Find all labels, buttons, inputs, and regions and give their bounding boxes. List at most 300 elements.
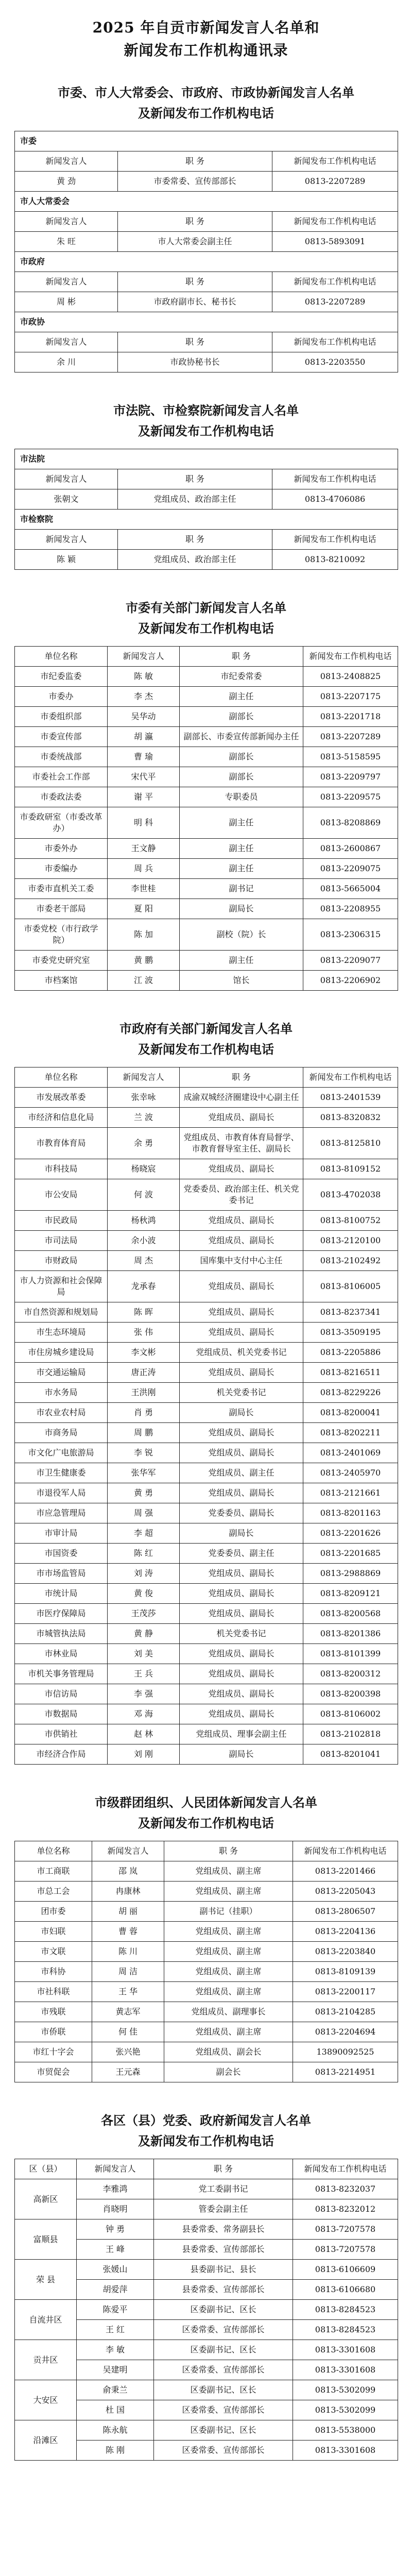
position: 馆长: [180, 971, 303, 991]
unit-name: 市贸促会: [15, 2062, 92, 2082]
table-row: [15, 550, 398, 570]
spokesperson-name: 王元森: [92, 2062, 164, 2082]
spokesperson-name: 张朝文: [15, 489, 118, 510]
table-row: [15, 1684, 398, 1704]
phone-number: 0813-2102818: [303, 1724, 398, 1744]
position: 党组成员、副局长: [180, 1363, 303, 1383]
position: 管委会副主任: [154, 2199, 293, 2219]
phone-number: 0813-2209075: [303, 859, 398, 879]
position: 副主任: [180, 859, 303, 879]
unit-name: 市委党校（市行政学院）: [15, 919, 108, 951]
position: 党组成员、副局长: [180, 1159, 303, 1179]
unit-name: 市农业农村局: [15, 1403, 108, 1423]
spokesperson-name: 李雅鸿: [77, 2179, 154, 2199]
spokesperson-name: 明 科: [108, 807, 180, 839]
group-row: [15, 192, 398, 212]
position: 党组成员、副局长: [180, 1704, 303, 1724]
position: 党组成员、政治部主任: [118, 550, 272, 570]
phone-number: 0813-8320832: [303, 1108, 398, 1128]
table-row: [15, 899, 398, 919]
table-row: [15, 1724, 398, 1744]
unit-name: 市委组织部: [15, 707, 108, 727]
phone-number: 0813-6106680: [293, 2280, 398, 2300]
spokesperson-name: 张兴艳: [92, 2042, 164, 2062]
spokesperson-name: 江 波: [108, 971, 180, 991]
unit-name: 市委编办: [15, 859, 108, 879]
column-header: 职 务: [118, 469, 272, 489]
phone-number: 0813-2306315: [303, 919, 398, 951]
spokesperson-name: 刘 美: [108, 1644, 180, 1664]
table-row: [15, 2380, 398, 2400]
spokesperson-name: 周 杰: [108, 1251, 180, 1271]
spokesperson-name: 曹 瑜: [108, 747, 180, 767]
table-row: [15, 1942, 398, 1962]
column-header: 职 务: [180, 647, 303, 667]
position: 党组成员、副局长: [180, 1323, 303, 1343]
unit-name: 市委政法委: [15, 787, 108, 807]
position: 副部长、市委宣传部新闻办主任: [180, 727, 303, 747]
phone-number: 0813-8106002: [303, 1704, 398, 1724]
spokesperson-name: 黄 鹏: [108, 951, 180, 971]
unit-name: 市审计局: [15, 1523, 108, 1544]
position: 党组成员、副主任: [180, 1463, 303, 1483]
unit-name: 市信访局: [15, 1684, 108, 1704]
spokesperson-name: 张幸咏: [108, 1088, 180, 1108]
position: 党组成员、副局长: [180, 1664, 303, 1684]
header-row: [15, 1841, 398, 1861]
phone-number: 0813-8237341: [303, 1302, 398, 1323]
spokesperson-name: 陈爱平: [77, 2300, 154, 2320]
phone-number: 0813-8209121: [303, 1584, 398, 1604]
position: 副局长: [180, 1744, 303, 1765]
table-row: [15, 1744, 398, 1765]
table-row: [15, 687, 398, 707]
column-header: 新闻发布工作机构电话: [303, 1067, 398, 1088]
position: 党组成员、副主席: [164, 1942, 293, 1962]
table-row: [15, 1128, 398, 1159]
section-title: [14, 598, 398, 639]
table-row: [15, 489, 398, 510]
document-title-line1: 2025 年自贡市新闻发言人名单和: [92, 19, 320, 36]
position: 党工委副书记: [154, 2179, 293, 2199]
spokesperson-name: 黄 俊: [108, 1584, 180, 1604]
district-name: 大安区: [15, 2380, 77, 2420]
phone-number: 0813-8100752: [303, 1211, 398, 1231]
section-government-departments: [14, 1019, 398, 1765]
position: 区委副书记、区长: [154, 2300, 293, 2320]
unit-name: 市林业局: [15, 1644, 108, 1664]
unit-name: 市文化广电旅游局: [15, 1443, 108, 1463]
position: 区委常委、宣传部部长: [154, 2360, 293, 2380]
spokesperson-name: 陈 川: [92, 1942, 164, 1962]
phone-number: 0813-8201041: [303, 1744, 398, 1765]
column-header: 新闻发言人: [15, 212, 118, 232]
unit-name: 市侨联: [15, 2022, 92, 2042]
position: 党组成员、副局长: [180, 1684, 303, 1704]
unit-name: 市委老干部局: [15, 899, 108, 919]
table-row: [15, 859, 398, 879]
position: 副会长: [164, 2062, 293, 2082]
phone-number: 0813-8232037: [293, 2179, 398, 2199]
table-row: [15, 1403, 398, 1423]
unit-name: 团市委: [15, 1902, 92, 1922]
position: 区委副书记、区长: [154, 2420, 293, 2441]
phone-number: 0813-3509195: [303, 1323, 398, 1343]
phone-number: 0813-5302099: [293, 2400, 398, 2420]
position: 区委常委、宣传部部长: [154, 2441, 293, 2461]
unit-name: 市生态环境局: [15, 1323, 108, 1343]
section-title-line2: 及新闻发布工作机构电话: [138, 2133, 274, 2148]
section-court-procuratorate: [14, 400, 398, 570]
column-header: 新闻发言人: [92, 1841, 164, 1861]
phone-number: 0813-8109152: [303, 1159, 398, 1179]
phone-number: 0813-2205886: [303, 1343, 398, 1363]
column-header: 单位名称: [15, 1841, 92, 1861]
unit-name: 市科技局: [15, 1159, 108, 1179]
section-title-line2: 及新闻发布工作机构电话: [138, 1042, 274, 1057]
spokesperson-name: 陈 颖: [15, 550, 118, 570]
spokesperson-name: 肖 勇: [108, 1403, 180, 1423]
header-row: [15, 1067, 398, 1088]
phone-number: 0813-2600867: [303, 839, 398, 859]
unit-name: 市统计局: [15, 1584, 108, 1604]
position: 党组成员、副主席: [164, 1882, 293, 1902]
column-header: 单位名称: [15, 647, 108, 667]
column-header: 新闻发布工作机构电话: [272, 469, 398, 489]
position: 党组成员、副局长: [180, 1564, 303, 1584]
phone-number: 0813-8201163: [303, 1503, 398, 1523]
header-row: [15, 332, 398, 352]
position: 市人大常委会副主任: [118, 232, 272, 252]
spokesperson-name: 曹 蓉: [92, 1922, 164, 1942]
column-header: 新闻发布工作机构电话: [272, 272, 398, 292]
unit-name: 市委政研室（市委改革办）: [15, 807, 108, 839]
phone-number: 0813-8232012: [293, 2199, 398, 2219]
column-header: 新闻发布工作机构电话: [272, 530, 398, 550]
spokesperson-table: [14, 1067, 398, 1765]
position: 市政府副市长、秘书长: [118, 292, 272, 312]
spokesperson-name: 李 杰: [108, 687, 180, 707]
unit-name: 市住房城乡建设局: [15, 1343, 108, 1363]
table-row: [15, 767, 398, 787]
phone-number: 0813-5538000: [293, 2420, 398, 2441]
position: 党组成员、理事会副主任: [180, 1724, 303, 1744]
spokesperson-name: 冉康林: [92, 1882, 164, 1902]
spokesperson-name: 王 峰: [77, 2240, 154, 2260]
column-header: 职 务: [118, 332, 272, 352]
table-row: [15, 2002, 398, 2022]
spokesperson-name: 杨秋鸿: [108, 1211, 180, 1231]
unit-name: 市经济合作局: [15, 1744, 108, 1765]
spokesperson-name: 吴华动: [108, 707, 180, 727]
table-row: [15, 1483, 398, 1503]
spokesperson-name: 张媛山: [77, 2260, 154, 2280]
table-row: [15, 1704, 398, 1724]
phone-number: 0813-2207289: [272, 172, 398, 192]
unit-name: 市市场监管局: [15, 1564, 108, 1584]
spokesperson-name: 李世桂: [108, 879, 180, 899]
position: 国库集中支付中心主任: [180, 1251, 303, 1271]
position: 副书记: [180, 879, 303, 899]
position: 党组成员、副理事长: [164, 2002, 293, 2022]
header-row: [15, 212, 398, 232]
column-header: 职 务: [154, 2159, 293, 2179]
group-name: 市委: [15, 131, 398, 151]
spokesperson-name: 陈 加: [108, 919, 180, 951]
phone-number: 0813-8101399: [303, 1644, 398, 1664]
column-header: 新闻发言人: [108, 1067, 180, 1088]
table-row: [15, 879, 398, 899]
section-title-line2: 及新闻发布工作机构电话: [138, 106, 274, 121]
table-row: [15, 807, 398, 839]
phone-number: 0813-3301608: [293, 2441, 398, 2461]
spokesperson-name: 陈 刚: [77, 2441, 154, 2461]
table-row: [15, 1544, 398, 1564]
spokesperson-name: 钟 勇: [77, 2219, 154, 2240]
table-row: [15, 727, 398, 747]
spokesperson-name: 陈 敏: [108, 667, 180, 687]
phone-number: 0813-2209077: [303, 951, 398, 971]
spokesperson-name: 邓 海: [108, 1704, 180, 1724]
unit-name: 市总工会: [15, 1882, 92, 1902]
district-name: 高新区: [15, 2179, 77, 2219]
spokesperson-name: 余小波: [108, 1231, 180, 1251]
unit-name: 市经济和信息化局: [15, 1108, 108, 1128]
table-row: [15, 1363, 398, 1383]
spokesperson-name: 谢 平: [108, 787, 180, 807]
position: 副部长: [180, 767, 303, 787]
phone-number: 0813-8109139: [293, 1962, 398, 1982]
spokesperson-name: 刘 涛: [108, 1564, 180, 1584]
position: 县委副书记、县长: [154, 2260, 293, 2280]
position: 党组成员、副局长: [180, 1108, 303, 1128]
unit-name: 市科协: [15, 1962, 92, 1982]
table-row: [15, 1922, 398, 1942]
group-name: 市人大常委会: [15, 192, 398, 212]
table-row: [15, 1503, 398, 1523]
position: 党组成员、副主席: [164, 1922, 293, 1942]
table-row: [15, 919, 398, 951]
spokesperson-name: 朱 旺: [15, 232, 118, 252]
position: 党组成员、副局长: [180, 1271, 303, 1302]
phone-number: 0813-2203550: [272, 352, 398, 372]
spokesperson-name: 张华军: [108, 1463, 180, 1483]
table-row: [15, 2062, 398, 2082]
phone-number: 0813-5893091: [272, 232, 398, 252]
table-row: [15, 1882, 398, 1902]
phone-number: 0813-2102492: [303, 1251, 398, 1271]
phone-number: 0813-2401539: [303, 1088, 398, 1108]
section-title-line1: 各区（县）党委、政府新闻发言人名单: [101, 2113, 311, 2128]
section-title-line2: 及新闻发布工作机构电话: [138, 423, 274, 438]
spokesperson-name: 周 洁: [92, 1962, 164, 1982]
unit-name: 市工商联: [15, 1861, 92, 1882]
phone-number: 0813-3301608: [293, 2360, 398, 2380]
section-title-line1: 市级群团组织、人民团体新闻发言人名单: [95, 1795, 317, 1810]
unit-name: 市城管执法局: [15, 1624, 108, 1644]
spokesperson-name: 王文静: [108, 839, 180, 859]
header-row: [15, 647, 398, 667]
table-row: [15, 1861, 398, 1882]
section-title: [14, 400, 398, 442]
phone-number: 0813-8201386: [303, 1624, 398, 1644]
spokesperson-name: 兰 波: [108, 1108, 180, 1128]
table-row: [15, 2219, 398, 2240]
position: 副局长: [180, 899, 303, 919]
position: 党组成员、副局长: [180, 1443, 303, 1463]
section-title-line2: 及新闻发布工作机构电话: [138, 1816, 274, 1831]
table-row: [15, 2179, 398, 2199]
table-row: [15, 352, 398, 372]
position: 党组成员、政治部主任: [118, 489, 272, 510]
unit-name: 市公安局: [15, 1179, 108, 1211]
phone-number: 0813-4706086: [272, 489, 398, 510]
position: 市政协秘书长: [118, 352, 272, 372]
unit-name: 市委外办: [15, 839, 108, 859]
position: 区委常委、宣传部部长: [154, 2400, 293, 2420]
table-row: [15, 1231, 398, 1251]
unit-name: 市水务局: [15, 1383, 108, 1403]
position: 党组成员、副主席: [164, 1982, 293, 2002]
group-row: [15, 312, 398, 332]
section-title-line1: 市法院、市检察院新闻发言人名单: [113, 403, 299, 418]
group-name: 市政府: [15, 252, 398, 272]
spokesperson-name: 周 鹏: [108, 1423, 180, 1443]
spokesperson-name: 李 超: [108, 1523, 180, 1544]
unit-name: 市教育体育局: [15, 1128, 108, 1159]
phone-number: 0813-2104285: [293, 2002, 398, 2022]
phone-number: 0813-2201466: [293, 1861, 398, 1882]
spokesperson-name: 唐正涛: [108, 1363, 180, 1383]
table-row: [15, 1383, 398, 1403]
table-row: [15, 1423, 398, 1443]
phone-number: 0813-2204136: [293, 1922, 398, 1942]
section-title: [14, 1019, 398, 1060]
spokesperson-name: 胡 丽: [92, 1902, 164, 1922]
spokesperson-name: 夏 阳: [108, 899, 180, 919]
spokesperson-name: 王 红: [77, 2320, 154, 2340]
table-row: [15, 2420, 398, 2441]
phone-number: 0813-2201626: [303, 1523, 398, 1544]
position: 党组成员、副局长: [180, 1644, 303, 1664]
column-header: 区（县）: [15, 2159, 77, 2179]
position: 党组成员、副局长: [180, 1211, 303, 1231]
position: 党委委员、副主任: [180, 1544, 303, 1564]
column-header: 新闻发布工作机构电话: [272, 151, 398, 172]
phone-number: 0813-7207578: [293, 2240, 398, 2260]
table-row: [15, 971, 398, 991]
phone-number: 0813-2209797: [303, 767, 398, 787]
phone-number: 0813-2121661: [303, 1483, 398, 1503]
unit-name: 市发展改革委: [15, 1088, 108, 1108]
phone-number: 0813-2401069: [303, 1443, 398, 1463]
spokesperson-table: [14, 449, 398, 570]
group-name: 市政协: [15, 312, 398, 332]
column-header: 新闻发布工作机构电话: [272, 332, 398, 352]
table-row: [15, 667, 398, 687]
column-header: 新闻发言人: [15, 272, 118, 292]
section-party-departments: [14, 598, 398, 991]
group-row: [15, 510, 398, 530]
table-row: [15, 1302, 398, 1323]
phone-number: 0813-2207289: [303, 727, 398, 747]
unit-name: 市民政局: [15, 1211, 108, 1231]
spokesperson-name: 黄 勇: [108, 1483, 180, 1503]
phone-number: 0813-8208869: [303, 807, 398, 839]
phone-number: 0813-2205043: [293, 1882, 398, 1902]
position: 县委常委、常务副县长: [154, 2219, 293, 2240]
unit-name: 市委市直机关工委: [15, 879, 108, 899]
section-title-line1: 市委有关部门新闻发言人名单: [126, 600, 286, 615]
header-row: [15, 469, 398, 489]
table-row: [15, 747, 398, 767]
section-title-line1: 市委、市人大常委会、市政府、市政协新闻发言人名单: [58, 85, 354, 100]
section-title: [14, 1792, 398, 1834]
unit-name: 市财政局: [15, 1251, 108, 1271]
table-row: [15, 1902, 398, 1922]
column-header: 新闻发言人: [15, 151, 118, 172]
district-name: 沿滩区: [15, 2420, 77, 2461]
phone-number: 0813-2806507: [293, 1902, 398, 1922]
spokesperson-name: 王洪刚: [108, 1383, 180, 1403]
phone-number: 0813-2204694: [293, 2022, 398, 2042]
spokesperson-name: 李 强: [108, 1684, 180, 1704]
table-row: [15, 2022, 398, 2042]
phone-number: 0813-2209575: [303, 787, 398, 807]
phone-number: 0813-2208955: [303, 899, 398, 919]
unit-name: 市交通运输局: [15, 1363, 108, 1383]
spokesperson-name: 黄志军: [92, 2002, 164, 2022]
position: 党组成员、副局长: [180, 1584, 303, 1604]
table-row: [15, 1088, 398, 1108]
column-header: 职 务: [118, 530, 272, 550]
table-row: [15, 1624, 398, 1644]
table-row: [15, 839, 398, 859]
group-name: 市检察院: [15, 510, 398, 530]
table-row: [15, 707, 398, 727]
column-header: 职 务: [164, 1841, 293, 1861]
section-city-leadership: [14, 82, 398, 372]
header-row: [15, 272, 398, 292]
position: 专职委员: [180, 787, 303, 807]
phone-number: 0813-2207289: [272, 292, 398, 312]
spokesperson-name: 龙承春: [108, 1271, 180, 1302]
phone-number: 0813-2207175: [303, 687, 398, 707]
position: 党组成员、副主席: [164, 1962, 293, 1982]
spokesperson-name: 周 彬: [15, 292, 118, 312]
spokesperson-name: 黄 静: [108, 1624, 180, 1644]
position: 党组成员、副会长: [164, 2042, 293, 2062]
position: 副书记（挂职）: [164, 1902, 293, 1922]
unit-name: 市商务局: [15, 1423, 108, 1443]
position: 副局长: [180, 1403, 303, 1423]
column-header: 新闻发言人: [15, 332, 118, 352]
phone-number: 0813-2988869: [303, 1564, 398, 1584]
unit-name: 市自然资源和规划局: [15, 1302, 108, 1323]
unit-name: 市委统战部: [15, 747, 108, 767]
table-row: [15, 1982, 398, 2002]
phone-number: 0813-7207578: [293, 2219, 398, 2240]
spokesperson-table: [14, 2159, 398, 2461]
table-row: [15, 2340, 398, 2360]
document-title-line2: 新闻发布工作机构通讯录: [124, 42, 288, 59]
unit-name: 市人力资源和社会保障局: [15, 1271, 108, 1302]
phone-number: 0813-2201685: [303, 1544, 398, 1564]
section-mass-organizations: [14, 1792, 398, 2082]
phone-number: 0813-8200041: [303, 1403, 398, 1423]
group-row: [15, 131, 398, 151]
position: 党委委员、副局长: [180, 1503, 303, 1523]
